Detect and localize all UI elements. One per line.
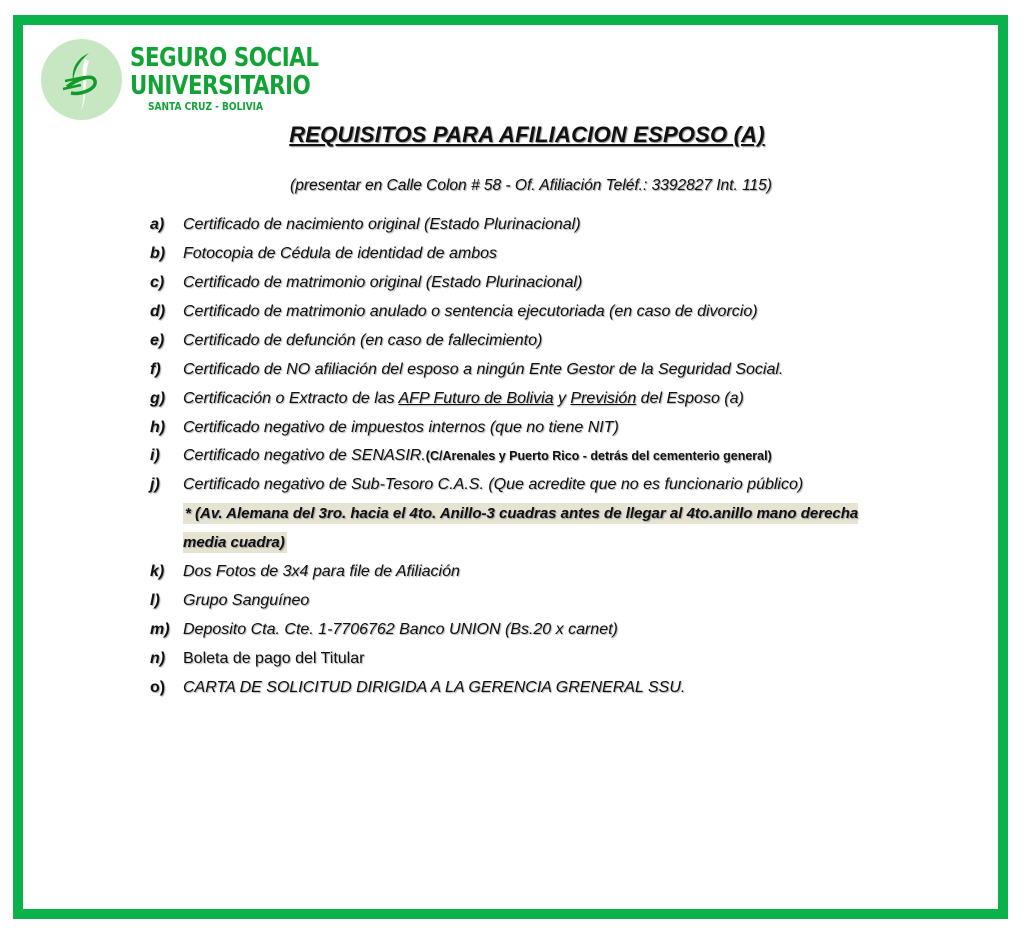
item-text: Fotocopia de Cédula de identidad de ambos: [183, 245, 497, 262]
prevision-link: Previsión: [570, 390, 637, 407]
item-text-part: Certificado negativo de SENASIR.: [183, 447, 426, 464]
list-item: [150, 326, 870, 355]
item-marker: l): [150, 592, 160, 609]
list-item: [150, 239, 870, 268]
list-item: [150, 268, 870, 297]
item-text: Boleta de pago del Titular: [183, 650, 365, 667]
item-text: Grupo Sanguíneo: [183, 592, 310, 609]
list-item: [150, 644, 870, 673]
ssu-logo-icon: [41, 39, 122, 120]
item-text: Certificado de matrimonio original (Estado Plurinacional): [183, 274, 583, 291]
item-marker: b): [150, 245, 166, 262]
afp-futuro-link: AFP Futuro de Bolivia: [398, 390, 554, 407]
list-item: [150, 673, 870, 702]
brand-line-1: SEGURO SOCIAL: [130, 43, 319, 73]
item-marker: g): [150, 390, 166, 407]
page-title: REQUISITOS PARA AFILIACION ESPOSO (A): [289, 122, 765, 147]
item-marker: i): [150, 447, 160, 464]
page-subtitle: (presentar en Calle Colon # 58 - Of. Afiliación Teléf.: 3392827 Int. 115): [290, 177, 772, 194]
item-text: Certificado negativo de impuestos internos (que no tiene NIT): [183, 419, 619, 436]
list-item: [150, 355, 870, 384]
item-text: Deposito Cta. Cte. 1-7706762 Banco UNION (Bs.20 x carnet): [183, 621, 618, 638]
item-text: CARTA DE SOLICITUD DIRIGIDA A LA GERENCIA GRENERAL SSU.: [183, 679, 686, 696]
highlighted-note: * (Av. Alemana del 3ro. hacia el 4to. Anillo-3 cuadras antes de llegar al 4to.anillo mano derecha media cuadra): [183, 505, 859, 551]
brand-name: [130, 44, 360, 113]
item-text: [183, 442, 772, 470]
list-item: [150, 470, 870, 499]
item-marker: a): [150, 216, 165, 233]
item-text: Dos Fotos de 3x4 para file de Afiliación: [183, 563, 460, 580]
item-marker: e): [150, 332, 165, 349]
item-text: Certificado negativo de Sub-Tesoro C.A.S. (Que acredite que no es funcionario público): [183, 476, 804, 493]
list-item: [150, 442, 870, 470]
senasir-address: (C/Arenales y Puerto Rico - detrás del cementerio general): [425, 449, 772, 463]
brand-line-2: UNIVERSITARIO: [130, 71, 311, 101]
item-text-part: y: [553, 390, 571, 407]
requirements-list: [150, 210, 870, 702]
list-item: [150, 413, 870, 442]
item-text: Certificado de matrimonio anulado o sentencia ejecutoriada (en caso de divorcio): [183, 303, 758, 320]
list-item: [150, 297, 870, 326]
item-text: Certificado de defunción (en caso de fallecimiento): [183, 332, 543, 349]
sub-tesoro-address-note: [183, 499, 870, 557]
item-text: Certificado de nacimiento original (Estado Plurinacional): [183, 216, 581, 233]
list-item: [150, 210, 870, 239]
item-text: [183, 384, 744, 413]
item-marker: h): [150, 419, 166, 436]
item-marker: j): [150, 476, 160, 493]
item-text: Certificado de NO afiliación del esposo a ningún Ente Gestor de la Seguridad Social.: [183, 361, 784, 378]
item-marker: k): [150, 563, 165, 580]
list-item: [150, 557, 870, 586]
item-marker: c): [150, 274, 165, 291]
item-marker: n): [150, 650, 166, 667]
list-item: [150, 586, 870, 615]
item-text-part: Certificación o Extracto de las: [183, 390, 399, 407]
item-marker: f): [150, 361, 161, 378]
item-marker: m): [150, 621, 170, 638]
item-marker: o): [150, 679, 166, 696]
list-item: [150, 615, 870, 644]
list-item: [150, 384, 870, 413]
brand-location: SANTA CRUZ - BOLIVIA: [148, 100, 264, 113]
item-text-part: del Esposo (a): [636, 390, 744, 407]
item-marker: d): [150, 303, 166, 320]
